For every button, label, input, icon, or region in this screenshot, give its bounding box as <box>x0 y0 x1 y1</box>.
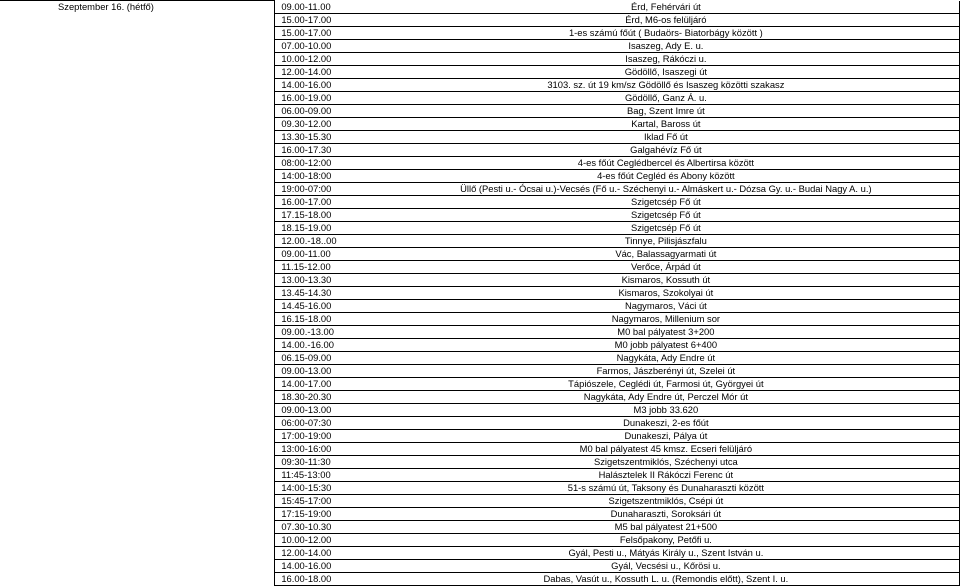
time-cell: 13:00-16:00 <box>275 442 373 455</box>
location-cell: Kismaros, Szokolyai út <box>373 286 960 299</box>
location-cell: Verőce, Árpád út <box>373 260 960 273</box>
location-cell: Érd, Fehérvári út <box>373 1 960 14</box>
time-cell: 16.00-17.30 <box>275 143 373 156</box>
time-cell: 15.00-17.00 <box>275 13 373 26</box>
location-cell: 51-s számú út, Taksony és Dunaharaszti között <box>373 481 960 494</box>
location-cell: M0 bal pályatest 45 kmsz. Ecseri felüljáró <box>373 442 960 455</box>
location-cell: Nagykáta, Ady Endre út <box>373 351 960 364</box>
time-cell: 18.30-20.30 <box>275 390 373 403</box>
location-cell: Üllő (Pesti u.- Ócsai u.)-Vecsés (Fő u.- Széchenyi u.- Almáskert u.- Dózsa Gy. u.- Budai Nagy A. u.) <box>373 182 960 195</box>
time-cell: 16.15-18.00 <box>275 312 373 325</box>
location-cell: M0 jobb pályatest 6+400 <box>373 338 960 351</box>
location-cell: 4-es főút Ceglédbercel és Albertirsa között <box>373 156 960 169</box>
time-cell: 13.30-15.30 <box>275 130 373 143</box>
time-cell: 06.00-09.00 <box>275 104 373 117</box>
location-cell: M3 jobb 33.620 <box>373 403 960 416</box>
location-cell: Vác, Balassagyarmati út <box>373 247 960 260</box>
time-cell: 09.00-13.00 <box>275 403 373 416</box>
time-cell: 11:45-13:00 <box>275 468 373 481</box>
location-cell: Felsőpakony, Petőfi u. <box>373 533 960 546</box>
location-cell: Dunakeszi, Pálya út <box>373 429 960 442</box>
location-cell: Szigetcsép Fő út <box>373 208 960 221</box>
time-cell: 14.45-16.00 <box>275 299 373 312</box>
time-cell: 13.00-13.30 <box>275 273 373 286</box>
time-cell: 14:00-18:00 <box>275 169 373 182</box>
location-cell: Szigetszentmiklós, Széchenyi utca <box>373 455 960 468</box>
time-cell: 14:00-15:30 <box>275 481 373 494</box>
time-cell: 12.00.-18..00 <box>275 234 373 247</box>
location-cell: Dabas, Vasút u., Kossuth L. u. (Remondis előtt), Szent I. u. <box>373 572 960 585</box>
time-cell: 14.00.-16.00 <box>275 338 373 351</box>
location-cell: Szigetcsép Fő út <box>373 195 960 208</box>
time-cell: 15:45-17:00 <box>275 494 373 507</box>
location-cell: Iklad Fő út <box>373 130 960 143</box>
time-cell: 16.00-17.00 <box>275 195 373 208</box>
location-cell: Gyál, Pesti u., Mátyás Király u., Szent István u. <box>373 546 960 559</box>
location-cell: Bag, Szent Imre út <box>373 104 960 117</box>
time-cell: 09:30-11:30 <box>275 455 373 468</box>
location-cell: Kismaros, Kossuth út <box>373 273 960 286</box>
time-cell: 19:00-07:00 <box>275 182 373 195</box>
time-cell: 09.00.-13.00 <box>275 325 373 338</box>
location-cell: Tápiószele, Ceglédi út, Farmosi út, Györgyei út <box>373 377 960 390</box>
location-cell: Halásztelek II Rákóczi Ferenc út <box>373 468 960 481</box>
day-label: Szeptember 16. (hétfő) <box>0 1 275 586</box>
time-cell: 15.00-17.00 <box>275 26 373 39</box>
time-cell: 14.00-17.00 <box>275 377 373 390</box>
location-cell: Gyál, Vecsési u., Kőrösi u. <box>373 559 960 572</box>
location-cell: Nagymaros, Millenium sor <box>373 312 960 325</box>
time-cell: 09.00-11.00 <box>275 247 373 260</box>
location-cell: Tinnye, Pilisjászfalu <box>373 234 960 247</box>
location-cell: Nagykáta, Ady Endre út, Perczel Mór út <box>373 390 960 403</box>
time-cell: 11.15-12.00 <box>275 260 373 273</box>
location-cell: Galgahévíz Fő út <box>373 143 960 156</box>
location-cell: 4-es főút Cegléd és Abony között <box>373 169 960 182</box>
time-cell: 10.00-12.00 <box>275 533 373 546</box>
time-cell: 18.15-19.00 <box>275 221 373 234</box>
time-cell: 17:15-19:00 <box>275 507 373 520</box>
time-cell: 12.00-14.00 <box>275 65 373 78</box>
location-cell: Dunaharaszti, Soroksári út <box>373 507 960 520</box>
time-cell: 07.30-10.30 <box>275 520 373 533</box>
location-cell: M5 bal pályatest 21+500 <box>373 520 960 533</box>
time-cell: 08:00-12:00 <box>275 156 373 169</box>
time-cell: 13.45-14.30 <box>275 286 373 299</box>
table-row <box>0 1 960 14</box>
time-cell: 09.30-12.00 <box>275 117 373 130</box>
time-cell: 07.00-10.00 <box>275 39 373 52</box>
location-cell: 3103. sz. út 19 km/sz Gödöllő és Isaszeg közötti szakasz <box>373 78 960 91</box>
location-cell: Isaszeg, Ady E. u. <box>373 39 960 52</box>
time-cell: 14.00-16.00 <box>275 78 373 91</box>
location-cell: Szigetcsép Fő út <box>373 221 960 234</box>
time-cell: 16.00-18.00 <box>275 572 373 585</box>
location-cell: Gödöllő, Ganz Á. u. <box>373 91 960 104</box>
location-cell: Isaszeg, Rákóczi u. <box>373 52 960 65</box>
time-cell: 09.00-11.00 <box>275 1 373 14</box>
location-cell: Szigetszentmiklós, Csépi út <box>373 494 960 507</box>
time-cell: 06.15-09.00 <box>275 351 373 364</box>
location-cell: Farmos, Jászberényi út, Szelei út <box>373 364 960 377</box>
time-cell: 14.00-16.00 <box>275 559 373 572</box>
location-cell: Dunakeszi, 2-es főút <box>373 416 960 429</box>
location-cell: Nagymaros, Váci út <box>373 299 960 312</box>
location-cell: Kartal, Baross út <box>373 117 960 130</box>
time-cell: 17.15-18.00 <box>275 208 373 221</box>
time-cell: 06:00-07:30 <box>275 416 373 429</box>
time-cell: 09.00-13.00 <box>275 364 373 377</box>
location-cell: Érd, M6-os felüljáró <box>373 13 960 26</box>
location-cell: 1-es számú főút ( Budaörs- Biatorbágy között ) <box>373 26 960 39</box>
schedule-body <box>0 1 960 586</box>
location-cell: Gödöllő, Isaszegi út <box>373 65 960 78</box>
time-cell: 10.00-12.00 <box>275 52 373 65</box>
location-cell: M0 bal pályatest 3+200 <box>373 325 960 338</box>
time-cell: 16.00-19.00 <box>275 91 373 104</box>
time-cell: 17:00-19:00 <box>275 429 373 442</box>
time-cell: 12.00-14.00 <box>275 546 373 559</box>
